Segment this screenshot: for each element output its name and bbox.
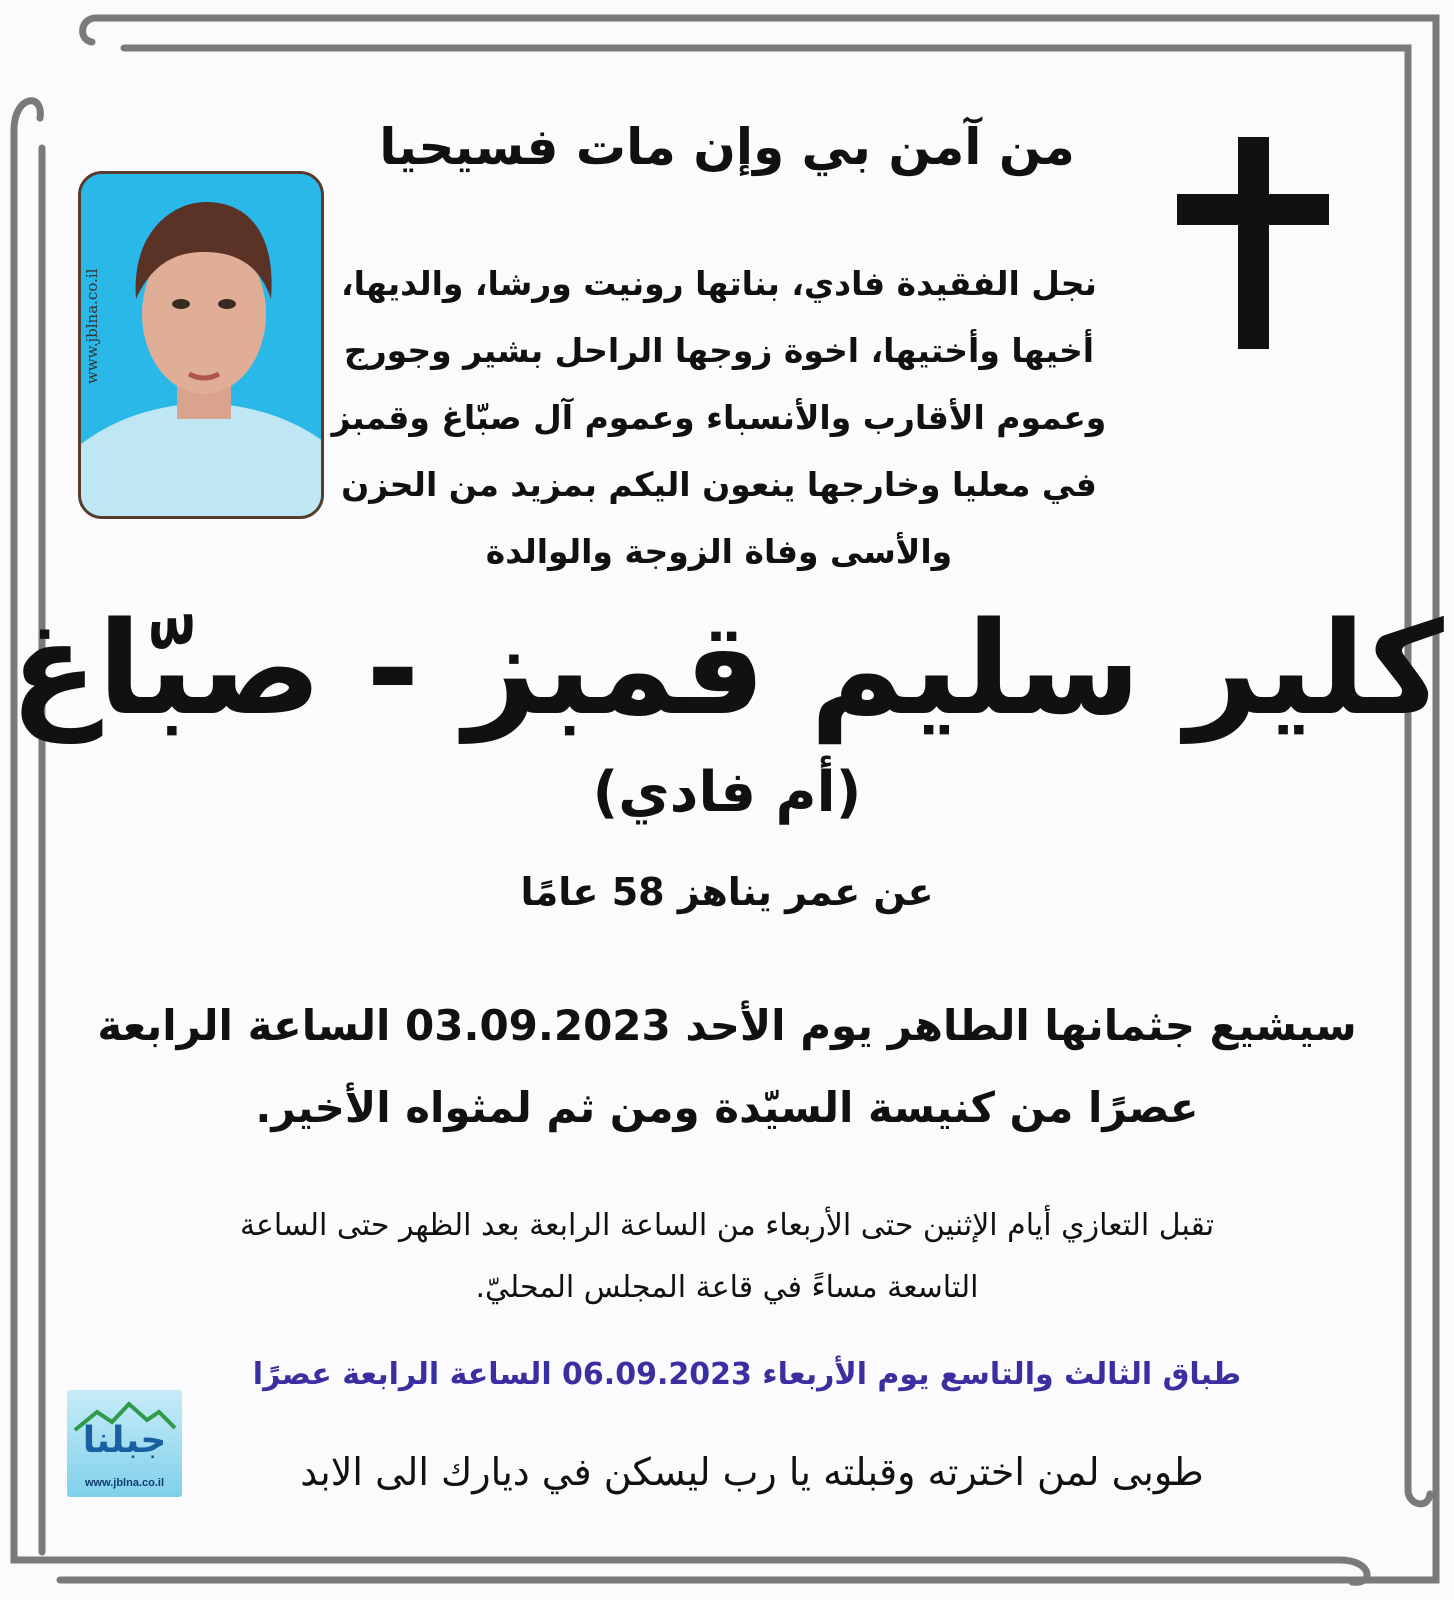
deceased-nickname: (أم فادي) bbox=[592, 760, 862, 825]
condolence-line: التاسعة مساءً في قاعة المجلس المحليّ. bbox=[475, 1270, 979, 1305]
photo-watermark: www.jblna.co.il bbox=[83, 268, 101, 384]
blessing-line: طوبى لمن اخترته وقبلته يا رب ليسكن في ديارك الى الابد bbox=[300, 1450, 1204, 1494]
deceased-photo bbox=[78, 171, 324, 519]
death-notice-paragraph bbox=[319, 250, 1119, 585]
funeral-line: عصرًا من كنيسة السيّدة ومن ثم لمثواه الأخير. bbox=[255, 1083, 1199, 1132]
jblna-logo bbox=[67, 1390, 182, 1497]
funeral-details bbox=[0, 985, 1454, 1149]
condolence-details bbox=[0, 1195, 1454, 1319]
bible-verse: من آمن بي وإن مات فسيحيا bbox=[379, 118, 1075, 176]
deceased-name: كلير سليم قمبز - صبّاغ bbox=[10, 595, 1444, 744]
notice-line: في معليا وخارجها ينعون اليكم بمزيد من الحزن bbox=[341, 465, 1097, 504]
logo-text: جبلنا bbox=[82, 1420, 167, 1461]
notice-line: نجل الفقيدة فادي، بناتها رونيت ورشا، والديها، bbox=[341, 264, 1097, 303]
logo-url: www.jblna.co.il bbox=[84, 1477, 165, 1489]
notice-line: والأسى وفاة الزوجة والوالدة bbox=[485, 532, 953, 571]
cross-icon bbox=[1177, 137, 1329, 349]
age-line: عن عمر يناهز 58 عامًا bbox=[520, 870, 934, 914]
condolence-line: تقبل التعازي أيام الإثنين حتى الأربعاء من الساعة الرابعة بعد الظهر حتى الساعة bbox=[239, 1208, 1215, 1243]
notice-line: وعموم الأقارب والأنسباء وعموم آل صبّاغ وقمبز bbox=[331, 398, 1107, 437]
funeral-line: سيشيع جثمانها الطاهر يوم الأحد 03.09.2023 الساعة الرابعة bbox=[97, 1001, 1357, 1050]
memorial-mass-line: طباق الثالث والتاسع يوم الأربعاء 06.09.2023 الساعة الرابعة عصرًا bbox=[252, 1357, 1242, 1392]
notice-line: أخيها وأختيها، اخوة زوجها الراحل بشير وجورج bbox=[343, 331, 1095, 370]
